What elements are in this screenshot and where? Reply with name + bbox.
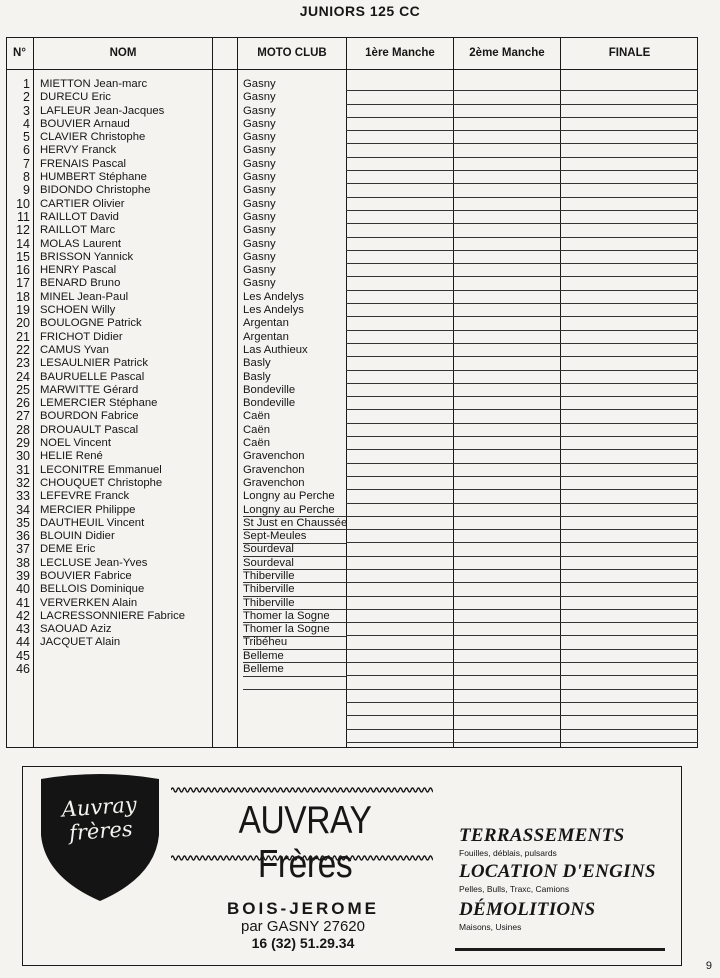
club-rule <box>243 622 346 623</box>
moto-club: Belleme <box>243 649 284 662</box>
table-row <box>0 583 720 596</box>
rider-number: 14 <box>16 236 30 251</box>
moto-club: Les Andelys <box>243 304 304 317</box>
page-number: 9 <box>705 960 712 972</box>
moto-club: Gravenchon <box>243 450 305 463</box>
header-heat1: 1ère Manche <box>365 47 435 59</box>
rider-number: 33 <box>16 489 30 504</box>
rider-number: 25 <box>16 382 30 397</box>
rider-number: 46 <box>16 662 30 677</box>
moto-club: Gasny <box>243 210 276 223</box>
table-row <box>0 557 720 570</box>
header-club: MOTO CLUB <box>257 47 327 59</box>
rider-number: 1 <box>23 77 30 91</box>
rider-name: DEME Eric <box>40 543 96 556</box>
moto-club: Sourdeval <box>243 556 294 569</box>
table-row <box>0 78 720 91</box>
table-row <box>0 424 720 437</box>
moto-club: Las Authieux <box>243 343 308 356</box>
rider-number: 11 <box>17 209 30 224</box>
page-title: JUNIORS 125 CC <box>299 3 421 19</box>
table-row <box>0 610 720 623</box>
rider-number: 45 <box>16 648 30 663</box>
rider-number: 28 <box>16 422 30 437</box>
rider-name: HERVY Franck <box>40 144 117 157</box>
moto-club: Bondeville <box>243 397 296 410</box>
rider-name: CARTIER Olivier <box>40 197 125 210</box>
service-title: DÉMOLITIONS <box>459 899 596 920</box>
table-row <box>0 264 720 277</box>
rider-name: LESAULNIER Patrick <box>40 357 148 370</box>
rider-name: LEFEVRE Franck <box>40 490 130 503</box>
rider-name: LACRESSONNIERE Fabrice <box>40 609 186 622</box>
result-line <box>346 676 698 689</box>
rider-name: MINEL Jean-Paul <box>40 290 129 303</box>
rider-number: 5 <box>23 130 30 145</box>
rider-number: 4 <box>23 116 30 131</box>
table-row <box>0 171 720 184</box>
moto-club: Gasny <box>243 78 276 90</box>
moto-club: Gasny <box>243 131 276 144</box>
ad-phone: 16 (32) 51.29.34 <box>251 935 355 951</box>
rider-number: 31 <box>16 462 30 477</box>
moto-club: Gasny <box>243 104 276 117</box>
table-row <box>0 251 720 264</box>
rider-name: DAUTHEUIL Vincent <box>40 516 145 529</box>
service-detail: Fouilles, déblais, pulsards <box>459 848 557 858</box>
moto-club: Gasny <box>243 197 276 210</box>
moto-club: Belleme <box>243 663 284 676</box>
rider-name: FRENAIS Pascal <box>40 157 127 170</box>
rider-number: 12 <box>16 223 30 238</box>
rider-number: 18 <box>16 289 30 304</box>
result-line <box>346 690 698 703</box>
advertisement <box>22 766 682 966</box>
rider-number: 26 <box>16 396 30 411</box>
moto-club: Basly <box>243 357 271 370</box>
moto-club: Les Andelys <box>243 290 304 303</box>
table-row <box>0 504 720 517</box>
table-row <box>0 105 720 118</box>
rider-number: 40 <box>16 582 30 597</box>
moto-club: Gasny <box>243 277 276 290</box>
rider-number: 16 <box>16 263 30 278</box>
rider-name: BELLOIS Dominique <box>40 583 145 596</box>
header-num: N° <box>13 47 26 59</box>
table-row <box>0 224 720 237</box>
table-row <box>0 437 720 450</box>
rider-number: 43 <box>16 622 30 637</box>
table-row <box>0 650 720 663</box>
table-row <box>0 397 720 410</box>
moto-club: Thiberville <box>243 569 295 582</box>
header-heat2: 2ème Manche <box>469 47 545 59</box>
rider-name: BOURDON Fabrice <box>40 410 139 423</box>
table-row <box>0 118 720 131</box>
table-row <box>0 184 720 197</box>
table-row <box>0 636 720 649</box>
moto-club: Gasny <box>243 91 276 104</box>
rider-number: 32 <box>16 475 30 490</box>
table-row <box>0 344 720 357</box>
logo-text: Auvray frères <box>60 792 138 846</box>
header-name: NOM <box>109 47 137 59</box>
table-row <box>0 304 720 317</box>
rider-number: 15 <box>16 249 30 264</box>
table-row <box>0 198 720 211</box>
table-row <box>0 357 720 370</box>
table-row <box>0 211 720 224</box>
table-row <box>0 371 720 384</box>
brand-name: AUVRAY Frères <box>238 799 372 886</box>
rider-name: HELIE René <box>40 450 103 463</box>
header-separator <box>6 69 698 70</box>
rider-name: CAMUS Yvan <box>40 343 109 356</box>
rider-number: 29 <box>16 436 30 451</box>
table-row <box>0 158 720 171</box>
moto-club: Gasny <box>243 157 276 170</box>
rider-number: 42 <box>16 608 30 623</box>
moto-club: Thomer la Sogne <box>243 623 330 636</box>
service-detail: Maisons, Usines <box>459 922 522 932</box>
rider-name: CHOUQUET Christophe <box>40 476 163 489</box>
rider-name: LECONITRE Emmanuel <box>40 463 162 476</box>
table-row <box>0 517 720 530</box>
rider-number: 30 <box>16 449 30 464</box>
rider-name: BENARD Bruno <box>40 277 121 290</box>
table-row <box>0 277 720 290</box>
rider-number: 37 <box>16 542 30 557</box>
moto-club: Thiberville <box>243 583 295 596</box>
rider-name: MOLAS Laurent <box>40 237 122 250</box>
club-rule <box>243 529 346 530</box>
rider-name: SAOUAD Aziz <box>40 623 112 636</box>
table-row <box>0 543 720 556</box>
rider-name: BLOUIN Didier <box>40 530 115 543</box>
rider-number: 24 <box>16 369 30 384</box>
moto-club: St Just en Chaussée <box>243 516 348 529</box>
moto-club: Thomer la Sogne <box>243 609 330 622</box>
club-rule <box>243 556 346 557</box>
rider-name: BRISSON Yannick <box>40 250 134 263</box>
table-row <box>0 490 720 503</box>
moto-club: Argentan <box>243 317 289 330</box>
table-row <box>0 597 720 610</box>
rider-number: 27 <box>16 409 30 424</box>
moto-club: Caën <box>243 423 271 436</box>
rider-number: 20 <box>16 316 30 331</box>
moto-club: Longny au Perche <box>243 490 335 503</box>
table-row <box>0 317 720 330</box>
moto-club: Argentan <box>243 330 289 343</box>
moto-club: Bondeville <box>243 383 296 396</box>
moto-club: Gasny <box>243 171 276 184</box>
moto-club: Gasny <box>243 250 276 263</box>
moto-club: Gasny <box>243 184 276 197</box>
rider-name: DURECU Eric <box>40 91 111 104</box>
rider-number: 10 <box>16 196 30 211</box>
rider-number: 3 <box>23 103 30 118</box>
club-rule <box>243 516 346 517</box>
club-rule <box>243 689 346 690</box>
rider-number: 39 <box>16 568 30 583</box>
rider-number: 38 <box>16 555 30 570</box>
rider-name: BOULOGNE Patrick <box>40 317 142 330</box>
moto-club: Caën <box>243 437 271 450</box>
rider-list <box>0 78 720 676</box>
rider-number: 23 <box>16 356 30 371</box>
rider-name: BIDONDO Christophe <box>40 184 151 197</box>
rider-name: BOUVIER Arnaud <box>40 117 130 130</box>
service-detail: Pelles, Bulls, Traxc, Camions <box>459 884 570 894</box>
rider-name: LAFLEUR Jean-Jacques <box>40 104 165 117</box>
moto-club: Gasny <box>243 144 276 157</box>
rider-name: HUMBERT Stéphane <box>40 171 147 184</box>
moto-club: Gasny <box>243 264 276 277</box>
rider-number: 41 <box>16 595 30 610</box>
rider-number: 9 <box>23 183 30 198</box>
wave-ornament-icon <box>171 785 433 795</box>
table-row <box>0 450 720 463</box>
rider-number: 44 <box>16 635 30 650</box>
moto-club: Longny au Perche <box>243 503 335 516</box>
rider-number: 17 <box>16 276 30 291</box>
rider-name: VERVERKEN Alain <box>40 596 138 609</box>
rider-name: RAILLOT Marc <box>40 224 116 237</box>
table-row <box>0 331 720 344</box>
rider-name: NOEL Vincent <box>40 437 111 450</box>
result-line <box>346 716 698 729</box>
moto-club: Thiberville <box>243 596 295 609</box>
club-rule <box>243 596 346 597</box>
club-rule <box>243 582 346 583</box>
rider-name: JACQUET Alain <box>40 636 121 649</box>
club-rule <box>243 676 346 677</box>
ad-city: BOIS-JEROME <box>226 899 380 918</box>
table-row <box>0 238 720 251</box>
rider-name: MIETTON Jean-marc <box>40 78 148 90</box>
table-row <box>0 623 720 636</box>
moto-club: Gasny <box>243 224 276 237</box>
rider-number: 35 <box>16 515 30 530</box>
moto-club: Gasny <box>243 237 276 250</box>
table-row <box>0 91 720 104</box>
result-line <box>346 730 698 743</box>
rider-name: FRICHOT Didier <box>40 330 123 343</box>
rider-name: CLAVIER Christophe <box>40 131 146 144</box>
service-title: LOCATION D'ENGINS <box>459 861 656 882</box>
rider-number: 2 <box>23 90 30 105</box>
moto-club: Caën <box>243 410 271 423</box>
club-rule <box>243 543 346 544</box>
rider-number: 21 <box>16 329 30 344</box>
moto-club: Sourdeval <box>243 543 294 556</box>
table-row <box>0 291 720 304</box>
table-row <box>0 384 720 397</box>
moto-club: Gravenchon <box>243 463 305 476</box>
table-row <box>0 131 720 144</box>
moto-club: Sept-Meules <box>243 530 307 543</box>
club-rule <box>243 569 346 570</box>
rider-number: 7 <box>23 156 30 171</box>
rider-name: MARWITTE Gérard <box>40 383 139 396</box>
rider-name: HENRY Pascal <box>40 264 117 277</box>
club-rule <box>243 649 346 650</box>
rider-name: LEMERCIER Stéphane <box>40 397 158 410</box>
wave-ornament-icon <box>171 853 433 863</box>
table-row <box>0 464 720 477</box>
result-line <box>346 703 698 716</box>
table-row <box>0 530 720 543</box>
club-rule <box>243 609 346 610</box>
rider-name: RAILLOT David <box>40 210 119 223</box>
table-row <box>0 144 720 157</box>
rider-number: 8 <box>23 170 30 185</box>
rider-number: 6 <box>23 143 30 158</box>
club-rule <box>243 662 346 663</box>
ad-postal: par GASNY 27620 <box>241 918 365 935</box>
rider-name: MERCIER Philippe <box>40 503 136 516</box>
moto-club: Basly <box>243 370 271 383</box>
ad-underline <box>455 948 665 951</box>
rider-name: SCHOEN Willy <box>40 304 116 317</box>
table-row <box>0 570 720 583</box>
table-row <box>0 410 720 423</box>
rider-name: LECLUSE Jean-Yves <box>40 556 148 569</box>
rider-number: 22 <box>16 342 30 357</box>
club-rule <box>243 636 346 637</box>
table-row <box>0 663 720 676</box>
rider-number: 34 <box>16 502 30 517</box>
service-title: TERRASSEMENTS <box>459 825 625 846</box>
rider-name: BOUVIER Fabrice <box>40 569 132 582</box>
table-row <box>0 477 720 490</box>
rider-number: 36 <box>16 529 30 544</box>
moto-club: Tribéheu <box>243 636 288 649</box>
moto-club: Gravenchon <box>243 476 305 489</box>
header-final: FINALE <box>608 47 651 59</box>
rider-name: DROUAULT Pascal <box>40 423 139 436</box>
moto-club: Gasny <box>243 117 276 130</box>
rider-number: 19 <box>16 303 30 318</box>
rider-name: BAURUELLE Pascal <box>40 370 145 383</box>
